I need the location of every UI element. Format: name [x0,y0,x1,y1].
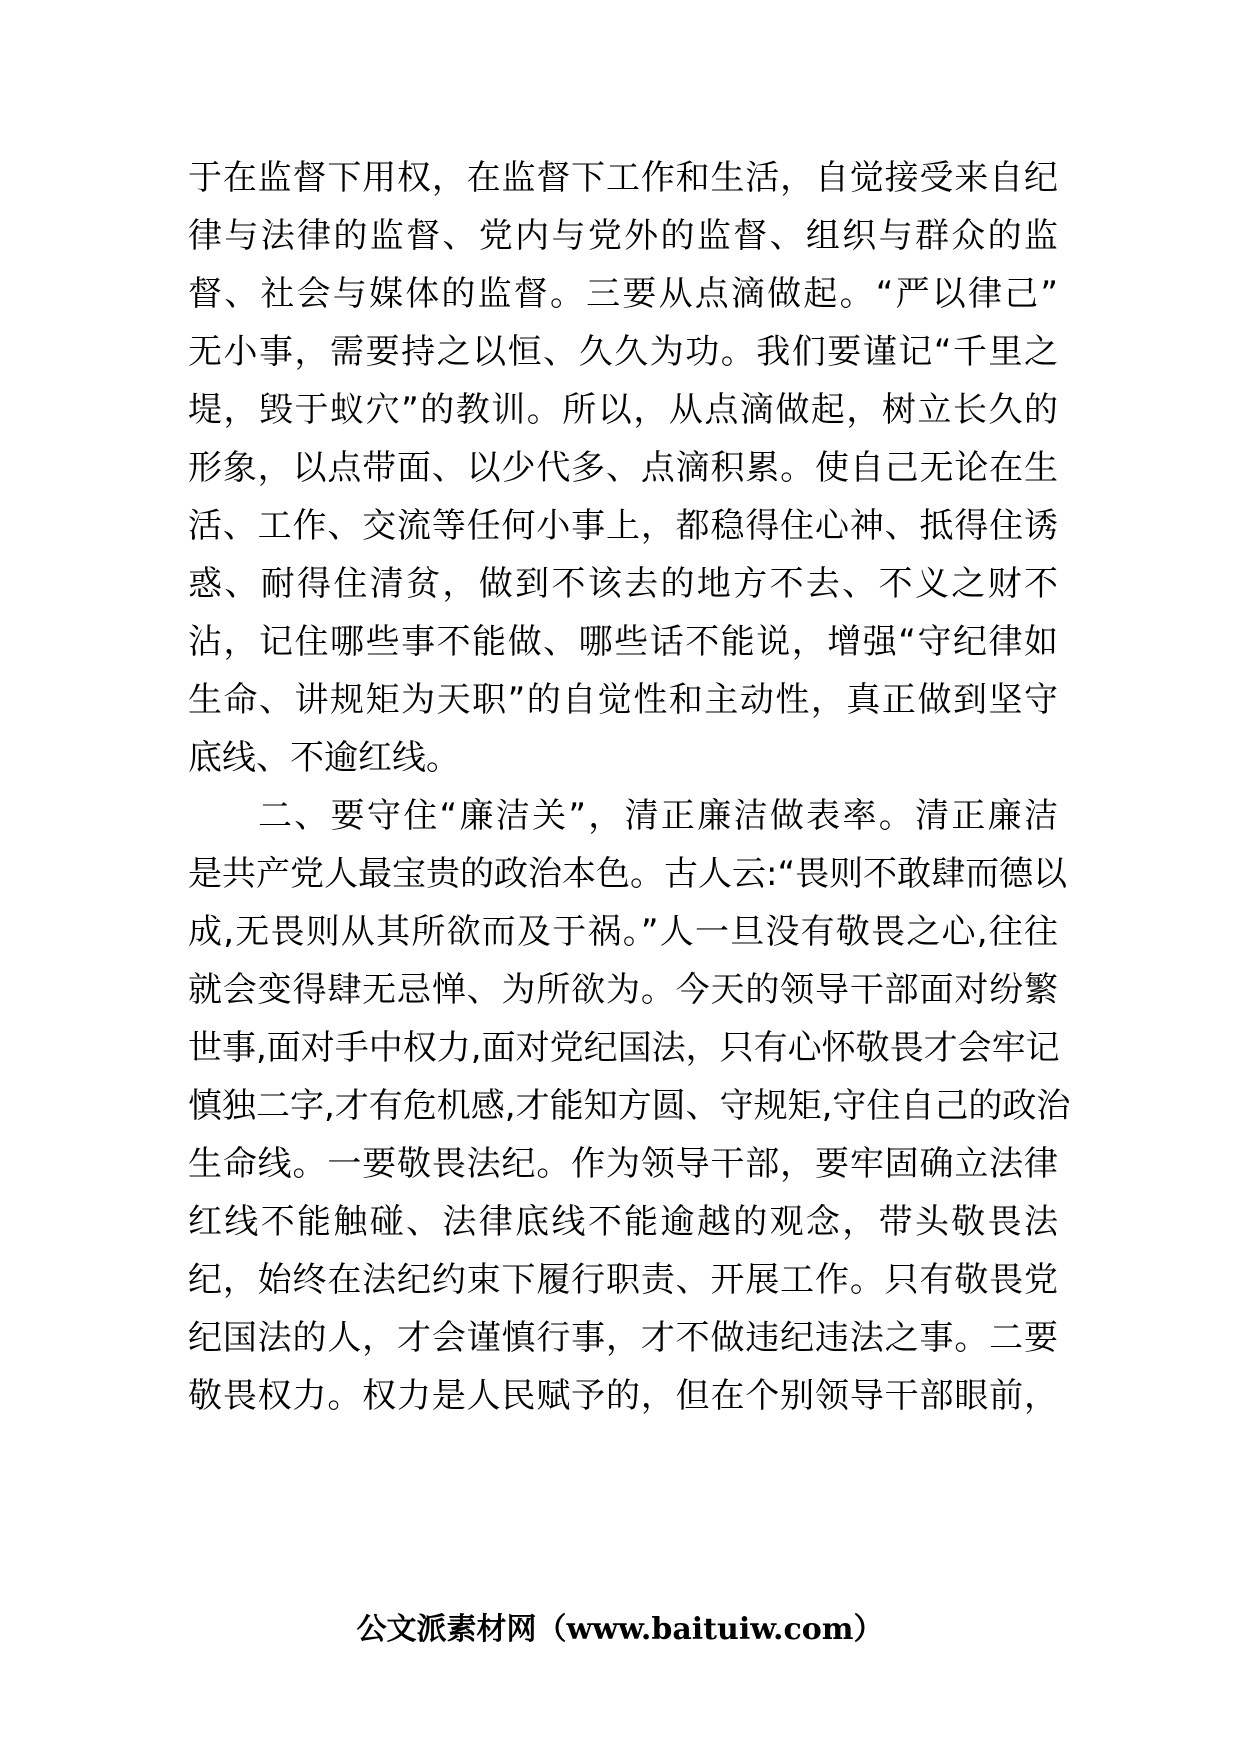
text-line: 纪，始终在法纪约束下履行职责、开展工作。只有敬畏党 [188,1260,1058,1300]
text-line: 堤，毁于蚁穴”的教训。所以，从点滴做起，树立长久的 [188,390,1058,430]
text-line: 是共产党人最宝贵的政治本色。古人云:“畏则不敢肆而德以 [188,854,1068,894]
text-line: 底线、不逾红线。 [188,738,460,778]
text-line: 敬畏权力。权力是人民赋予的，但在个别领导干部眼前， [188,1376,1058,1416]
text-line: 于在监督下用权，在监督下工作和生活，自觉接受来自纪 [188,158,1058,198]
text-line: 无小事，需要持之以恒、久久为功。我们要谨记“千里之 [188,332,1058,372]
text-line: 世事,面对手中权力,面对党纪国法，只有心怀敬畏才会牢记 [188,1028,1060,1068]
section-heading-line: 二、要守住“廉洁关”，清正廉洁做表率。清正廉洁 [258,796,1058,836]
text-line: 律与法律的监督、党内与党外的监督、组织与群众的监 [188,216,1058,256]
text-line: 沾，记住哪些事不能做、哪些话不能说，增强“守纪律如 [188,622,1058,662]
text-line: 督、社会与媒体的监督。三要从点滴做起。“严以律己” [188,274,1058,314]
text-line: 红线不能触碰、法律底线不能逾越的观念，带头敬畏法 [188,1202,1058,1242]
text-line: 纪国法的人，才会谨慎行事，才不做违纪违法之事。二要 [188,1318,1058,1358]
text-line: 生命线。一要敬畏法纪。作为领导干部，要牢固确立法律 [188,1144,1058,1184]
text-line: 活、工作、交流等任何小事上，都稳得住心神、抵得住诱 [188,506,1058,546]
page-footer: 公文派素材网（www.baituiw.com） [356,1612,884,1647]
text-line: 就会变得肆无忌惮、为所欲为。今天的领导干部面对纷繁 [188,970,1058,1010]
text-line: 成,无畏则从其所欲而及于祸。”人一旦没有敬畏之心,往往 [188,912,1058,952]
text-line: 生命、讲规矩为天职”的自觉性和主动性，真正做到坚守 [188,680,1058,720]
text-line: 形象，以点带面、以少代多、点滴积累。使自己无论在生 [188,448,1058,488]
text-line: 慎独二字,才有危机感,才能知方圆、守规矩,守住自己的政治 [188,1086,1071,1126]
text-line: 惑、耐得住清贫，做到不该去的地方不去、不义之财不 [188,564,1058,604]
